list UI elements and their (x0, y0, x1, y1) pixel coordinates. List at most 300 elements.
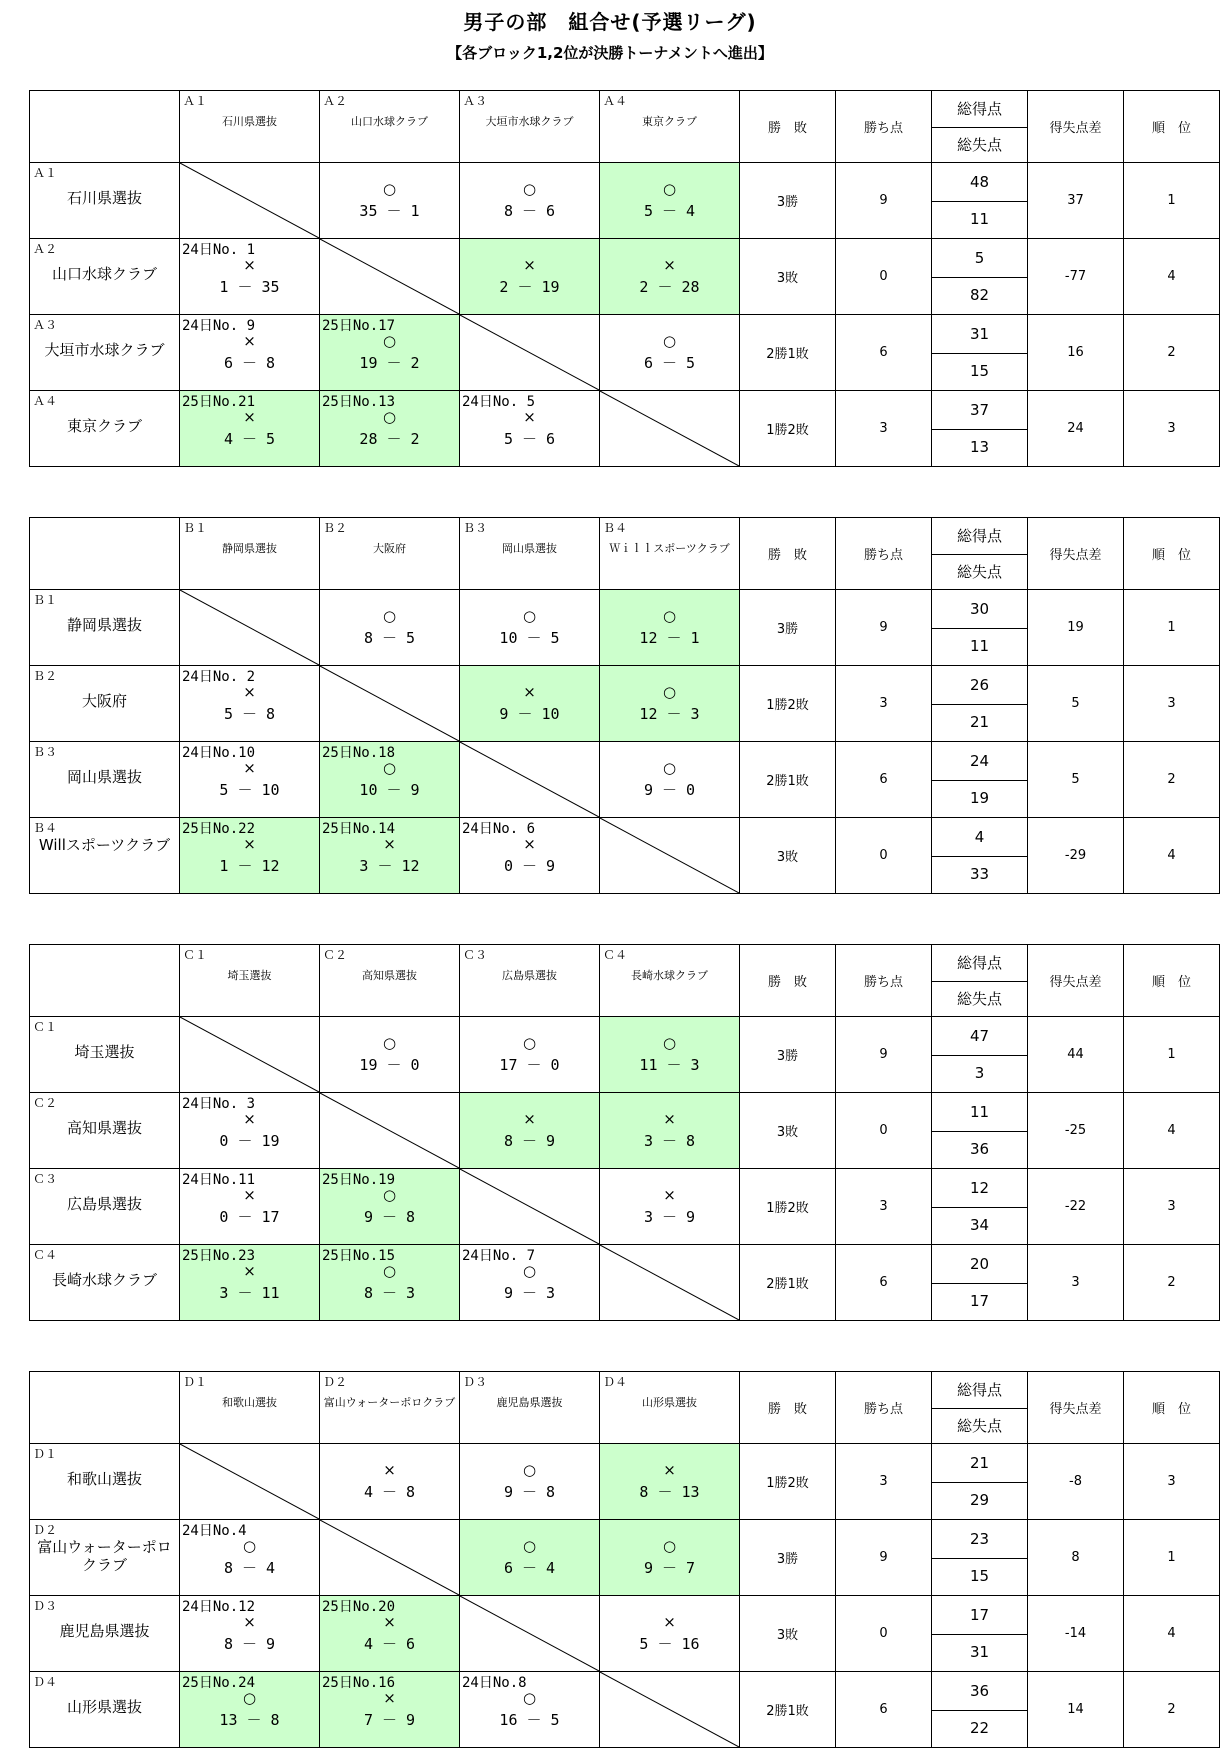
self-match-cell (460, 1596, 600, 1672)
table-row (30, 666, 1220, 742)
match-cell (460, 590, 600, 666)
rank-cell: 4 (1124, 1596, 1220, 1672)
rank-cell: 3 (1124, 666, 1220, 742)
match-score: 0 － 19 (219, 1132, 280, 1150)
result-mark: × (383, 1461, 396, 1479)
result-mark: ○ (522, 1689, 537, 1707)
result-mark: × (523, 835, 536, 853)
table-row (30, 590, 1220, 666)
rank-cell: 1 (1124, 590, 1220, 666)
match-info: 25日No.23 (182, 1248, 256, 1264)
row-team (30, 1093, 180, 1169)
page-subtitle: 【各ブロック1,2位が決勝トーナメントへ進出】 (447, 44, 773, 62)
match-cell (180, 239, 320, 315)
diagonal-line (460, 315, 599, 390)
record-cell: 3敗 (740, 1093, 836, 1169)
scored-value: 26 (932, 666, 1027, 705)
conceded-header: 総失点 (956, 989, 1002, 1008)
match-cell (600, 742, 740, 818)
diagonal-line (320, 1093, 459, 1168)
match-score: 17 － 0 (499, 1056, 560, 1074)
conceded-value: 21 (969, 713, 990, 732)
row-team (30, 818, 180, 894)
block-table-3 (29, 944, 1220, 1321)
match-score: 6 － 8 (223, 354, 276, 372)
match-info: 25日No.21 (182, 394, 256, 410)
team-name: 山形県選抜 (642, 1396, 697, 1409)
diagonal-line (600, 391, 739, 466)
result-mark: × (243, 683, 256, 701)
result-mark: ○ (382, 332, 397, 350)
diff-cell: 5 (1028, 666, 1124, 742)
scored-value: 5 (932, 239, 1027, 278)
match-score: 1 － 35 (219, 278, 280, 296)
match-cell (600, 666, 740, 742)
match-info: 25日No.13 (322, 394, 396, 410)
match-cell (320, 1245, 460, 1321)
rank-header: 順 位 (1124, 945, 1220, 1017)
match-score: 5 － 6 (503, 430, 556, 448)
conceded-value: 3 (974, 1064, 985, 1083)
diff-cell: 44 (1028, 1017, 1124, 1093)
diagonal-line (600, 1672, 739, 1747)
row-team (30, 315, 180, 391)
row-team-name: 山形県選抜 (66, 1698, 142, 1716)
row-team-name: 静岡県選抜 (66, 616, 142, 634)
team-code: Ａ４ (603, 94, 628, 108)
conceded-value: 33 (969, 865, 990, 884)
match-score: 8 － 9 (503, 1132, 556, 1150)
team-header (460, 91, 600, 163)
team-code: Ａ３ (463, 94, 488, 108)
table-row (30, 315, 1220, 391)
conceded-value: 15 (969, 362, 990, 381)
rank-cell: 4 (1124, 1093, 1220, 1169)
record-cell: 1勝2敗 (740, 1169, 836, 1245)
row-team-name: 長崎水球クラブ (51, 1271, 157, 1289)
result-mark: × (663, 1186, 676, 1204)
diff-cell: 16 (1028, 315, 1124, 391)
result-mark: ○ (522, 1262, 537, 1280)
team-name: 岡山県選抜 (502, 542, 557, 555)
team-code: Ｃ４ (603, 948, 628, 962)
result-mark: × (243, 1110, 256, 1128)
match-cell (180, 1672, 320, 1748)
table-row (30, 1245, 1220, 1321)
self-match-cell (180, 163, 320, 239)
scored-value: 4 (932, 818, 1027, 857)
diagonal-line (320, 239, 459, 314)
points-cell: 3 (836, 1169, 932, 1245)
conceded-value: 15 (969, 1567, 990, 1586)
result-mark: ○ (522, 1461, 537, 1479)
team-name: Ｗｉｌｌスポーツクラブ (609, 542, 730, 555)
row-team-code: Ｄ３ (33, 1599, 58, 1613)
scored-value: 24 (932, 742, 1027, 781)
row-team-name: 山口水球クラブ (51, 265, 157, 283)
team-header (320, 945, 460, 1017)
points-cell: 0 (836, 1596, 932, 1672)
points-header: 勝ち点 (836, 945, 932, 1017)
diff-cell: -29 (1028, 818, 1124, 894)
conceded-value: 34 (969, 1216, 990, 1235)
match-score: 7 － 9 (363, 1711, 416, 1729)
self-match-cell (600, 1245, 740, 1321)
block-table-4 (29, 1371, 1220, 1748)
match-cell (180, 315, 320, 391)
win-loss-header: 勝 敗 (740, 945, 836, 1017)
goals-cell (932, 742, 1028, 818)
row-team-name: 広島県選抜 (66, 1195, 142, 1213)
diagonal-line (600, 818, 739, 893)
rank-cell: 1 (1124, 1017, 1220, 1093)
goals-cell (932, 818, 1028, 894)
match-info: 24日No.10 (182, 745, 256, 761)
result-mark: × (243, 1186, 256, 1204)
match-score: 3 － 12 (359, 857, 420, 875)
header-row (30, 1372, 1220, 1444)
diagonal-line (320, 1520, 459, 1595)
scored-value: 21 (932, 1444, 1027, 1483)
match-cell (460, 391, 600, 467)
corner-cell (30, 91, 180, 163)
match-cell (460, 1520, 600, 1596)
team-name: 大阪府 (373, 542, 406, 555)
conceded-value: 29 (969, 1491, 990, 1510)
diff-cell: -77 (1028, 239, 1124, 315)
match-score: 3 － 8 (643, 1132, 696, 1150)
rank-cell: 1 (1124, 1520, 1220, 1596)
match-cell (180, 818, 320, 894)
record-cell: 3敗 (740, 818, 836, 894)
scored-value: 23 (932, 1520, 1027, 1559)
diff-cell: 19 (1028, 590, 1124, 666)
row-team-name: 埼玉選抜 (74, 1043, 135, 1061)
self-match-cell (460, 315, 600, 391)
record-cell: 3敗 (740, 1596, 836, 1672)
points-cell: 9 (836, 590, 932, 666)
match-score: 10 － 9 (359, 781, 420, 799)
result-mark: ○ (382, 1186, 397, 1204)
team-name: 埼玉選抜 (227, 969, 272, 982)
scored-value: 17 (932, 1596, 1027, 1635)
match-score: 5 － 16 (639, 1635, 700, 1653)
diagonal-line (460, 1596, 599, 1671)
team-code: Ｄ３ (463, 1375, 488, 1389)
points-cell: 6 (836, 742, 932, 818)
scored-header: 総得点 (932, 518, 1027, 555)
diff-cell: -22 (1028, 1169, 1124, 1245)
rank-cell: 3 (1124, 1444, 1220, 1520)
diagonal-line (180, 163, 319, 238)
row-team (30, 1444, 180, 1520)
team-header (320, 518, 460, 590)
row-team-code: Ｃ２ (33, 1096, 58, 1110)
diff-cell: 24 (1028, 391, 1124, 467)
rank-header: 順 位 (1124, 91, 1220, 163)
self-match-cell (320, 1520, 460, 1596)
match-cell (460, 1444, 600, 1520)
match-score: 12 － 1 (639, 629, 700, 647)
points-cell: 9 (836, 1520, 932, 1596)
team-name: 鹿児島県選抜 (496, 1396, 563, 1409)
match-score: 0 － 17 (219, 1208, 280, 1226)
result-mark: × (663, 1110, 676, 1128)
team-name: 静岡県選抜 (222, 542, 277, 555)
block-table-1 (29, 90, 1220, 467)
points-header: 勝ち点 (836, 518, 932, 590)
match-score: 0 － 9 (503, 857, 556, 875)
match-score: 3 － 11 (219, 1284, 280, 1302)
match-score: 3 － 9 (643, 1208, 696, 1226)
match-info: 25日No.18 (322, 745, 396, 761)
team-header (180, 1372, 320, 1444)
record-cell: 2勝1敗 (740, 1245, 836, 1321)
match-score: 19 － 2 (359, 354, 420, 372)
match-cell (180, 391, 320, 467)
match-score: 5 － 4 (643, 202, 696, 220)
points-cell: 3 (836, 666, 932, 742)
row-team-name: 大阪府 (81, 692, 127, 710)
match-score: 8 － 3 (363, 1284, 416, 1302)
team-code: Ａ２ (323, 94, 348, 108)
match-cell (460, 1672, 600, 1748)
match-info: 25日No.20 (322, 1599, 396, 1615)
goals-cell (932, 1596, 1028, 1672)
corner-cell (30, 945, 180, 1017)
team-code: Ｄ４ (603, 1375, 628, 1389)
record-cell: 3勝 (740, 1520, 836, 1596)
rank-header: 順 位 (1124, 1372, 1220, 1444)
score-header (932, 945, 1028, 1017)
team-header (180, 91, 320, 163)
team-code: Ｃ２ (323, 948, 348, 962)
conceded-value: 11 (969, 637, 990, 656)
match-info: 25日No.24 (182, 1675, 256, 1691)
team-code: Ｂ３ (463, 521, 488, 535)
conceded-header: 総失点 (956, 562, 1002, 581)
match-cell (320, 315, 460, 391)
match-info: 25日No.22 (182, 821, 256, 837)
header-row (30, 945, 1220, 1017)
team-name: 東京クラブ (642, 115, 697, 128)
row-team-code: Ｃ３ (33, 1172, 58, 1186)
row-team (30, 1245, 180, 1321)
corner-cell (30, 518, 180, 590)
record-cell: 1勝2敗 (740, 1444, 836, 1520)
match-info: 24日No.12 (182, 1599, 256, 1615)
conceded-value: 13 (969, 438, 990, 457)
result-mark: × (383, 1689, 396, 1707)
result-mark: ○ (662, 759, 677, 777)
match-score: 8 － 13 (639, 1483, 700, 1501)
scored-value: 36 (932, 1672, 1027, 1711)
result-mark: ○ (662, 1034, 677, 1052)
table-row (30, 818, 1220, 894)
diff-header: 得失点差 (1028, 945, 1124, 1017)
result-mark: × (663, 256, 676, 274)
result-mark: ○ (662, 683, 677, 701)
match-cell (600, 1520, 740, 1596)
match-score: 1 － 12 (219, 857, 280, 875)
match-info: 24日No.8 (462, 1675, 527, 1691)
result-mark: × (523, 1110, 536, 1128)
scored-header: 総得点 (932, 1372, 1027, 1409)
record-cell: 3勝 (740, 1017, 836, 1093)
self-match-cell (320, 1093, 460, 1169)
points-cell: 3 (836, 1444, 932, 1520)
match-cell (180, 1245, 320, 1321)
result-mark: ○ (522, 1034, 537, 1052)
row-team-code: Ａ４ (33, 394, 58, 408)
corner-cell (30, 1372, 180, 1444)
match-cell (600, 590, 740, 666)
points-cell: 0 (836, 239, 932, 315)
conceded-value: 17 (969, 1292, 990, 1311)
team-header (180, 945, 320, 1017)
team-code: Ａ１ (183, 94, 208, 108)
diff-cell: -14 (1028, 1596, 1124, 1672)
diff-cell: 5 (1028, 742, 1124, 818)
row-team-name: 岡山県選抜 (66, 768, 142, 786)
match-info: 25日No.17 (322, 318, 396, 334)
self-match-cell (180, 1444, 320, 1520)
diff-cell: 3 (1028, 1245, 1124, 1321)
self-match-cell (320, 666, 460, 742)
scored-header: 総得点 (932, 945, 1027, 982)
goals-cell (932, 315, 1028, 391)
team-header (460, 945, 600, 1017)
row-team (30, 239, 180, 315)
match-score: 2 － 28 (639, 278, 700, 296)
points-cell: 0 (836, 1093, 932, 1169)
row-team-code: Ｄ２ (33, 1523, 58, 1537)
self-match-cell (180, 590, 320, 666)
diff-header: 得失点差 (1028, 1372, 1124, 1444)
match-cell (180, 1520, 320, 1596)
record-cell: 2勝1敗 (740, 315, 836, 391)
match-score: 9 － 10 (499, 705, 560, 723)
self-match-cell (600, 1672, 740, 1748)
rank-cell: 1 (1124, 163, 1220, 239)
match-cell (320, 742, 460, 818)
rank-cell: 2 (1124, 1672, 1220, 1748)
match-info: 25日No.14 (322, 821, 396, 837)
result-mark: ○ (522, 180, 537, 198)
record-cell: 2勝1敗 (740, 1672, 836, 1748)
diff-header: 得失点差 (1028, 91, 1124, 163)
goals-cell (932, 391, 1028, 467)
team-code: Ｂ１ (183, 521, 208, 535)
conceded-value: 82 (969, 286, 990, 305)
result-mark: ○ (382, 759, 397, 777)
match-cell (460, 239, 600, 315)
self-match-cell (460, 1169, 600, 1245)
header-row (30, 518, 1220, 590)
result-mark: × (663, 1613, 676, 1631)
self-match-cell (320, 239, 460, 315)
diagonal-line (600, 1245, 739, 1320)
row-team (30, 742, 180, 818)
team-code: Ｃ１ (183, 948, 208, 962)
match-cell (460, 163, 600, 239)
table-row (30, 742, 1220, 818)
row-team-code: Ｃ４ (33, 1248, 58, 1262)
match-score: 12 － 3 (639, 705, 700, 723)
result-mark: × (243, 256, 256, 274)
record-cell: 3敗 (740, 239, 836, 315)
team-name: 大垣市水球クラブ (485, 115, 574, 128)
goals-cell (932, 1245, 1028, 1321)
table-row (30, 391, 1220, 467)
team-name: 和歌山選抜 (222, 1396, 277, 1409)
row-team-name: 大垣市水球クラブ (44, 341, 165, 359)
team-name: 広島県選抜 (502, 969, 557, 982)
conceded-value: 11 (969, 210, 990, 229)
record-cell: 1勝2敗 (740, 666, 836, 742)
team-code: Ｄ１ (183, 1375, 208, 1389)
row-team (30, 1672, 180, 1748)
row-team-code: Ｄ４ (33, 1675, 58, 1689)
match-cell (320, 163, 460, 239)
diff-cell: 37 (1028, 163, 1124, 239)
diagonal-line (320, 666, 459, 741)
team-header (460, 518, 600, 590)
team-code: Ｄ２ (323, 1375, 348, 1389)
match-cell (600, 1596, 740, 1672)
table-row (30, 239, 1220, 315)
header-row (30, 91, 1220, 163)
record-cell: 3勝 (740, 163, 836, 239)
result-mark: ○ (382, 180, 397, 198)
rank-cell: 4 (1124, 239, 1220, 315)
row-team-code: Ｃ１ (33, 1020, 58, 1034)
scored-header: 総得点 (932, 91, 1027, 128)
points-cell: 9 (836, 1017, 932, 1093)
team-name: 石川県選抜 (222, 115, 277, 128)
diff-cell: -8 (1028, 1444, 1124, 1520)
team-name: 山口水球クラブ (351, 115, 428, 128)
match-cell (600, 1017, 740, 1093)
match-score: 19 － 0 (359, 1056, 420, 1074)
conceded-value: 31 (969, 1643, 990, 1662)
result-mark: ○ (662, 180, 677, 198)
match-score: 11 － 3 (639, 1056, 700, 1074)
conceded-header: 総失点 (956, 135, 1002, 154)
match-cell (600, 1093, 740, 1169)
row-team-code: Ｄ１ (33, 1447, 58, 1461)
result-mark: ○ (382, 408, 397, 426)
team-code: Ｂ２ (323, 521, 348, 535)
win-loss-header: 勝 敗 (740, 91, 836, 163)
table-row (30, 1520, 1220, 1596)
rank-cell: 2 (1124, 1245, 1220, 1321)
match-info: 24日No. 3 (182, 1096, 256, 1112)
goals-cell (932, 239, 1028, 315)
win-loss-header: 勝 敗 (740, 518, 836, 590)
match-info: 24日No. 9 (182, 318, 256, 334)
row-team-name: Willスポーツクラブ (38, 836, 171, 854)
match-score: 8 － 6 (503, 202, 556, 220)
team-header (320, 1372, 460, 1444)
team-header (460, 1372, 600, 1444)
conceded-value: 36 (969, 1140, 990, 1159)
row-team-name: 富山ウォーターポロクラブ (37, 1538, 172, 1574)
points-cell: 6 (836, 1245, 932, 1321)
scored-value: 31 (932, 315, 1027, 354)
goals-cell (932, 590, 1028, 666)
match-score: 8 － 9 (223, 1635, 276, 1653)
